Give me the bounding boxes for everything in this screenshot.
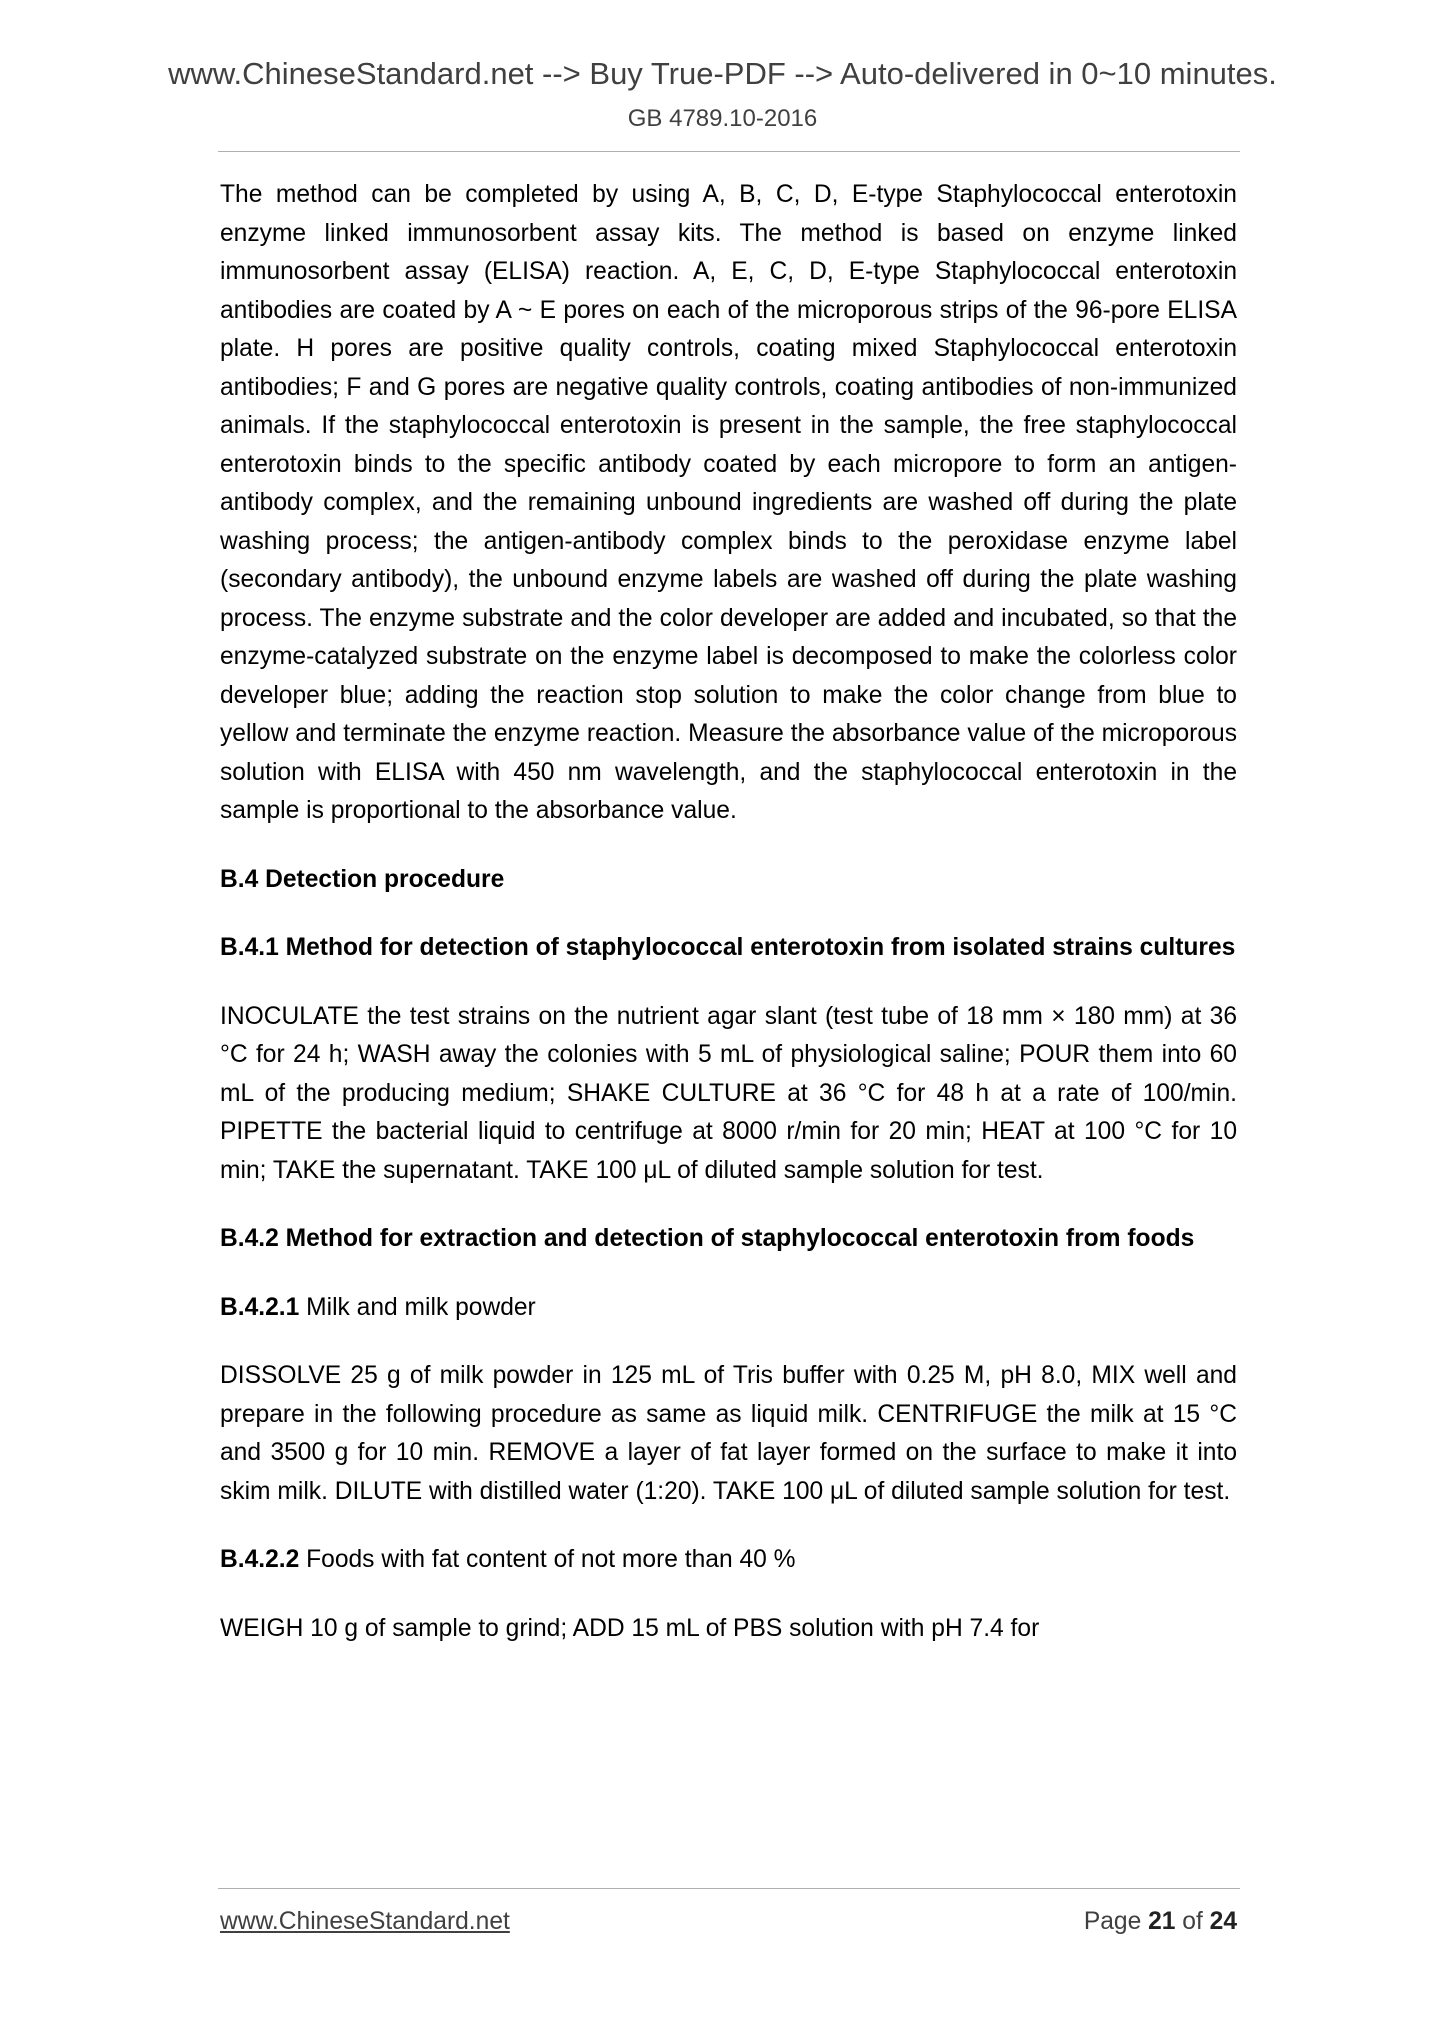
method-principle-paragraph: The method can be completed by using A, B, C, D, E-type Staphylococcal enterotoxin enzyme linked immunosorbent assay kits. The method is based on enzyme linked immunosorbent assay (ELISA) reaction. A, E, C, D, E-type Staphylococcal enterotoxin antibodies are coated by A ~ E pores on each of the microporous strips of the 96-pore ELISA plate. H pores are positive quality controls, coating mixed Staphylococcal enterotoxin antibodies; F and G pores are negative quality controls, coating antibodies of non-immunized animals. If the staphylococcal enterotoxin is present in the sample, the free staphylococcal enterotoxin binds to the specific antibody coated by each micropore to form an antigen-antibody complex, and the remaining unbound ingredients are washed off during the plate washing process; the antigen-antibody complex binds to the peroxidase enzyme label (secondary antibody), the unbound enzyme labels are washed off during the plate washing process. The enzyme substrate and the color developer are added and incubated, so that the enzyme-catalyzed substrate on the enzyme label is decomposed to make the colorless color developer blue; adding the reaction stop solution to make the color change from blue to yellow and terminate the enzyme reaction. Measure the absorbance value of the microporous solution with ELISA with 450 nm wavelength, and the staphylococcal enterotoxin in the sample is proportional to the absorbance value. xyxy=(220,181,1237,824)
isolated-strains-paragraph: INOCULATE the test strains on the nutrient agar slant (test tube of 18 mm × 180 mm) at 36 °C for 24 h; WASH away the colonies with 5 mL of physiological saline; POUR them into 60 mL of the producing medium; SHAKE CULTURE at 36 °C for 48 h at a rate of 100/min. PIPETTE the bacterial liquid to centrifuge at 8000 r/min for 20 min; HEAT at 100 °C for 10 min; TAKE the supernatant. TAKE 100 μL of diluted sample solution for test. xyxy=(220,1002,1237,1184)
section-heading-b4: B.4 Detection procedure xyxy=(220,865,505,893)
clause-title-b422: Foods with fat content of not more than 40 % xyxy=(299,1546,796,1573)
clause-title-b421: Milk and milk powder xyxy=(299,1293,536,1321)
page-body xyxy=(220,176,1237,1678)
page-total: 24 xyxy=(1209,1908,1237,1935)
low-fat-foods-paragraph: WEIGH 10 g of sample to grind; ADD 15 mL of PBS solution with pH 7.4 for xyxy=(220,1614,1040,1642)
standard-number: GB 4789.10-2016 xyxy=(627,105,818,132)
footer-divider xyxy=(218,1888,1240,1889)
section-heading-b42: B.4.2 Method for extraction and detection of staphylococcal enterotoxin from foods xyxy=(220,1225,1195,1252)
section-heading-b421 xyxy=(220,1289,1237,1328)
page-prefix: Page xyxy=(1083,1908,1149,1935)
clause-number-b421: B.4.2.1 xyxy=(220,1293,300,1321)
section-heading-b422 xyxy=(220,1541,1237,1580)
section-heading-b41: B.4.1 Method for detection of staphylococcal enterotoxin from isolated strains cultures xyxy=(220,934,1236,961)
milk-powder-paragraph: DISSOLVE 25 g of milk powder in 125 mL of Tris buffer with 0.25 M, pH 8.0, MIX well and prepare in the following procedure as same as liquid milk. CENTRIFUGE the milk at 15 °C and 3500 g for 10 min. REMOVE a layer of fat layer formed on the surface to make it into skim milk. DILUTE with distilled water (1:20). TAKE 100 μL of diluted sample solution for test. xyxy=(220,1362,1237,1505)
clause-number-b422: B.4.2.2 xyxy=(220,1546,300,1573)
page-number xyxy=(1084,1908,1237,1936)
page-current: 21 xyxy=(1148,1908,1176,1935)
footer-site-link[interactable]: www.ChineseStandard.net xyxy=(220,1908,510,1935)
header-divider xyxy=(218,151,1240,152)
page-of: of xyxy=(1175,1908,1210,1935)
site-banner: www.ChineseStandard.net --> Buy True-PDF --> Auto-delivered in 0~10 minutes. xyxy=(168,56,1277,91)
